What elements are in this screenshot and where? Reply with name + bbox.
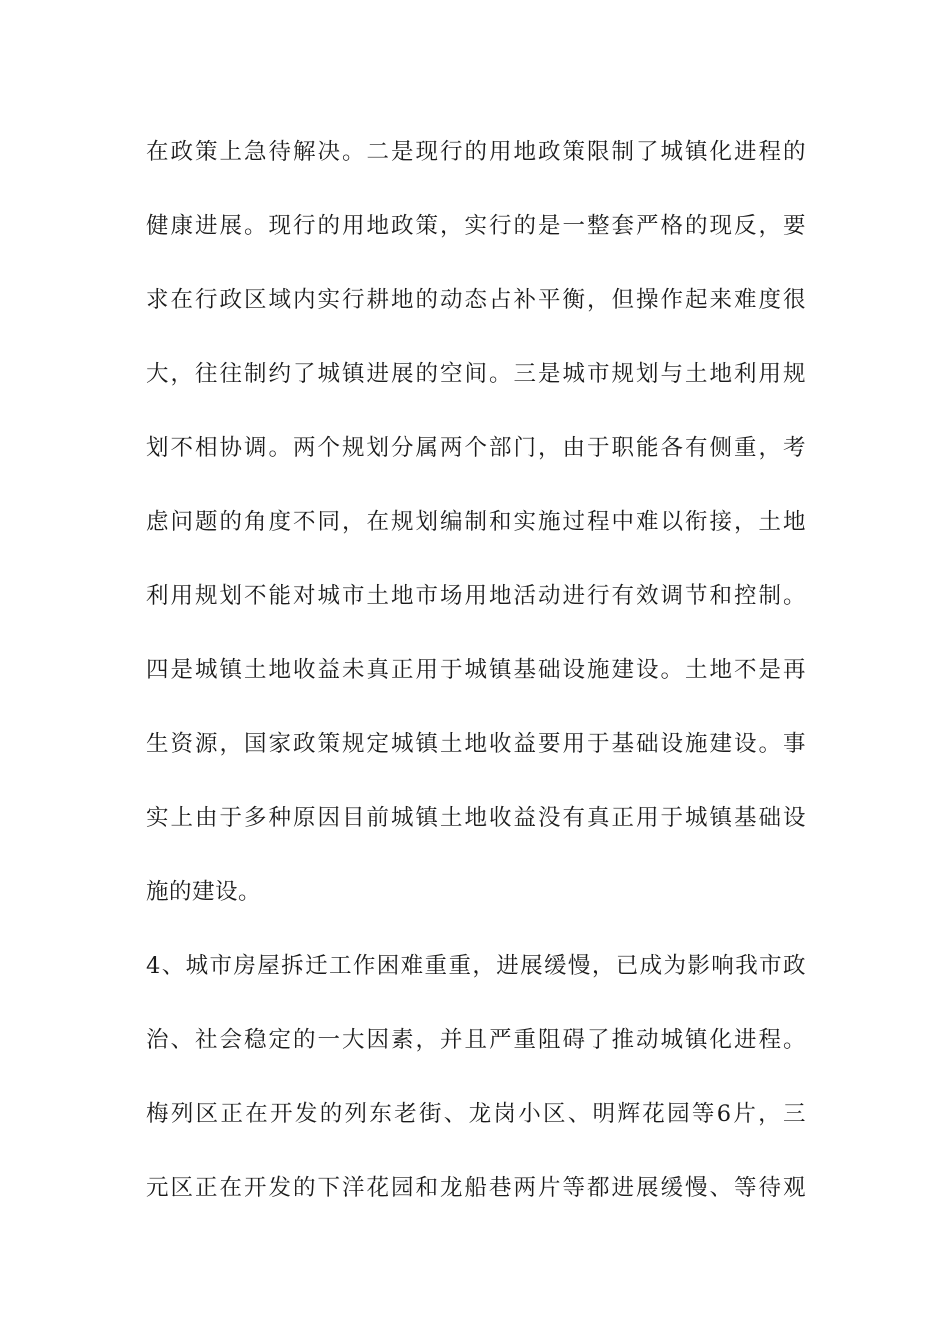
body-text bbox=[146, 128, 806, 1238]
text-line: 健康进展。现行的用地政策，实行的是一整套严格的现反，要 bbox=[146, 213, 806, 239]
text-line: 实上由于多种原因目前城镇土地收益没有真正用于城镇基础设 bbox=[146, 805, 806, 831]
text-line: 划不相协调。两个规划分属两个部门，由于职能各有侧重，考 bbox=[146, 435, 806, 461]
text-line: 4、城市房屋拆迁工作困难重重，进展缓慢，已成为影响我市政 bbox=[146, 953, 806, 979]
text-line: 求在行政区域内实行耕地的动态占补平衡，但操作起来难度很 bbox=[146, 287, 806, 313]
text-line: 四是城镇土地收益未真正用于城镇基础设施建设。土地不是再 bbox=[146, 657, 806, 683]
text-line: 虑问题的角度不同，在规划编制和实施过程中难以衔接，土地 bbox=[146, 509, 806, 535]
text-line: 利用规划不能对城市土地市场用地活动进行有效调节和控制。 bbox=[146, 583, 806, 609]
text-line: 大，往往制约了城镇进展的空间。三是城市规划与土地利用规 bbox=[146, 361, 806, 387]
text-line: 元区正在开发的下洋花园和龙船巷两片等都进展缓慢、等待观 bbox=[146, 1175, 806, 1201]
text-line: 在政策上急待解决。二是现行的用地政策限制了城镇化进程的 bbox=[146, 139, 806, 165]
text-line: 治、社会稳定的一大因素，并且严重阻碍了推动城镇化进程。 bbox=[146, 1027, 806, 1053]
text-line: 生资源，国家政策规定城镇土地收益要用于基础设施建设。事 bbox=[146, 731, 806, 757]
text-line: 施的建设。 bbox=[146, 879, 262, 905]
text-line: 梅列区正在开发的列东老街、龙岗小区、明辉花园等6片，三 bbox=[146, 1101, 806, 1127]
